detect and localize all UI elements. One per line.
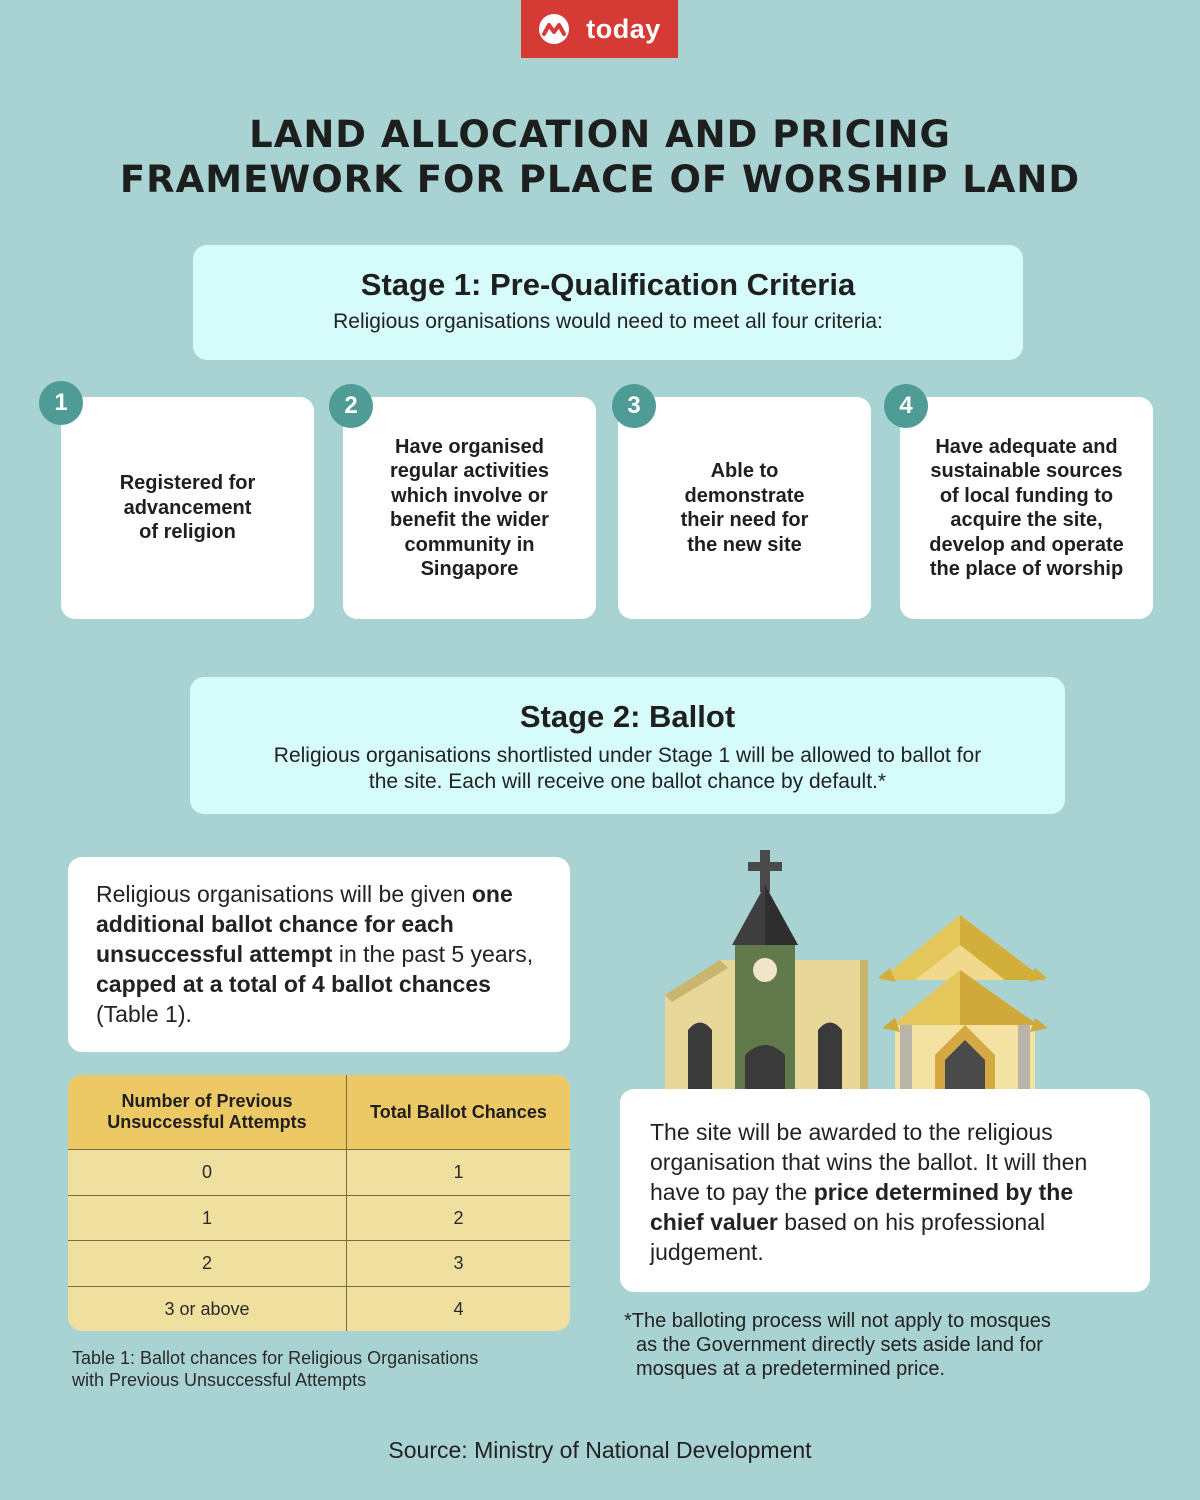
table-row bbox=[68, 1150, 570, 1196]
table-header-attempts: Number of Previous Unsuccessful Attempts bbox=[68, 1075, 347, 1150]
criteria-number-3: 3 bbox=[612, 384, 656, 428]
table-cell-attempts: 0 bbox=[68, 1150, 347, 1196]
additional-chance-bold-2: capped at a total of 4 ballot chances bbox=[96, 971, 491, 997]
mosque-footnote bbox=[624, 1309, 1164, 1381]
stage1-title: Stage 1: Pre-Qualification Criteria bbox=[360, 267, 856, 302]
criteria-card-3 bbox=[618, 397, 871, 619]
temple-icon bbox=[878, 915, 1048, 1095]
table-cell-attempts: 3 or above bbox=[68, 1287, 347, 1331]
stage2-description-line1: Religious organisations shortlisted under Stage 1 will be allowed to ballot for bbox=[273, 744, 982, 767]
table-row bbox=[68, 1196, 570, 1242]
criteria-card-4 bbox=[900, 397, 1153, 619]
table-caption bbox=[72, 1347, 478, 1391]
brand-icon bbox=[538, 13, 578, 45]
ballot-chances-table bbox=[68, 1075, 570, 1331]
table-row bbox=[68, 1287, 570, 1331]
table-cell-chances: 1 bbox=[347, 1150, 570, 1196]
stage2-box bbox=[190, 677, 1065, 814]
places-of-worship-illustration bbox=[660, 850, 1120, 1095]
stage1-box bbox=[193, 245, 1023, 360]
table-caption-line2: with Previous Unsuccessful Attempts bbox=[72, 1370, 367, 1390]
table-cell-chances: 2 bbox=[347, 1196, 570, 1242]
table-cell-attempts: 2 bbox=[68, 1241, 347, 1287]
table-row bbox=[68, 1241, 570, 1287]
award-box bbox=[620, 1089, 1150, 1292]
criteria-card-2 bbox=[343, 397, 596, 619]
table-caption-line1: Table 1: Ballot chances for Religious Organisations bbox=[72, 1348, 479, 1368]
criteria-text-1: Registered for advancement of religion bbox=[119, 472, 256, 544]
footnote-line1: *The balloting process will not apply to mosques bbox=[624, 1310, 1051, 1332]
table-cell-chances: 4 bbox=[453, 1298, 464, 1319]
criteria-number-2: 2 bbox=[329, 384, 373, 428]
additional-chance-text-2: in the past 5 years, bbox=[332, 941, 534, 967]
footnote-line3: mosques at a predetermined price. bbox=[636, 1358, 946, 1380]
page-title-line1: LAND ALLOCATION AND PRICING bbox=[249, 113, 951, 156]
criteria-number-1: 1 bbox=[39, 381, 83, 425]
stage2-description-line2: the site. Each will receive one ballot chance by default.* bbox=[368, 770, 887, 793]
church-icon bbox=[665, 850, 868, 1095]
additional-chance-bold-1: one additional ballot chance for each unsuccessful attempt bbox=[96, 881, 513, 967]
additional-chance-text-1: Religious organisations will be given bbox=[96, 881, 472, 907]
table-cell-chances: 3 bbox=[347, 1241, 570, 1287]
footnote-line2: as the Government directly sets aside land for bbox=[636, 1334, 1043, 1356]
criteria-number-4: 4 bbox=[884, 384, 928, 428]
table-header-chances: Total Ballot Chances bbox=[347, 1075, 570, 1150]
award-bold: price determined by the chief valuer bbox=[650, 1179, 1074, 1235]
criteria-card-1 bbox=[61, 397, 314, 619]
criteria-text-4: Have adequate and sustainable sources of local funding to acquire the site, develop and operate the place of worship bbox=[929, 435, 1124, 580]
criteria-text-3: Able to demonstrate their need for the new site bbox=[680, 460, 809, 556]
additional-chance-text-3: (Table 1). bbox=[96, 1001, 192, 1027]
brand-name: today bbox=[586, 13, 661, 44]
brand-logo bbox=[521, 0, 678, 58]
additional-chance-box bbox=[68, 857, 570, 1052]
page-title-line2: FRAMEWORK FOR PLACE OF WORSHIP LAND bbox=[119, 158, 1081, 201]
page-title bbox=[0, 112, 1200, 202]
source-credit: Source: Ministry of National Development bbox=[388, 1437, 812, 1463]
table-cell-attempts: 1 bbox=[68, 1196, 347, 1242]
award-text-2: based on his professional judgement. bbox=[650, 1209, 1046, 1265]
stage2-description bbox=[190, 743, 1065, 795]
criteria-text-2: Have organised regular activities which involve or benefit the wider community in Singapore bbox=[390, 435, 549, 580]
stage2-title: Stage 2: Ballot bbox=[519, 699, 736, 734]
table-header-row bbox=[68, 1075, 570, 1150]
award-text-1: The site will be awarded to the religious organisation that wins the ballot. It will then have to pay the bbox=[650, 1119, 1088, 1205]
stage1-description: Religious organisations would need to meet all four criteria: bbox=[333, 310, 883, 333]
